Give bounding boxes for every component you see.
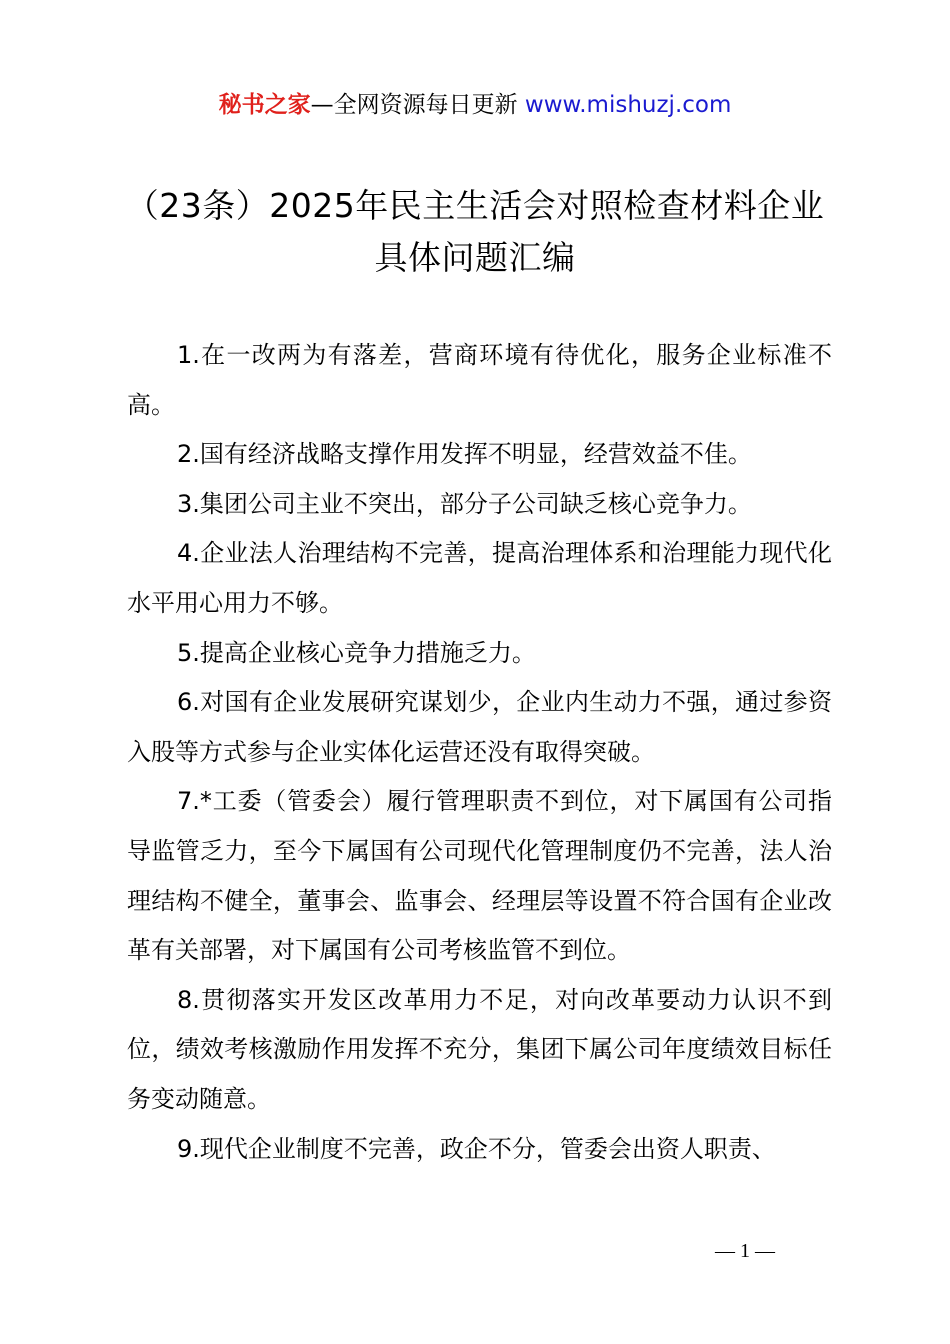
page-number: — 1 — (715, 1240, 775, 1262)
list-item: 1.在一改两为有落差，营商环境有待优化，服务企业标准不高。 (127, 341, 832, 419)
document-title: （23条）2025年民主生活会对照检查材料企业具体问题汇编 (125, 186, 825, 277)
list-item: 3.集团公司主业不突出，部分子公司缺乏核心竞争力。 (177, 489, 752, 518)
list-item: 2.国有经济战略支撑作用发挥不明显，经营效益不佳。 (177, 440, 752, 469)
brand-name: 秘书之家 (218, 92, 311, 118)
list-item: 6.对国有企业发展研究谋划少，企业内生动力不强，通过参资入股等方式参与企业实体化运营还没有取得突破。 (127, 688, 832, 766)
list-item: 8.贯彻落实开发区改革用力不足，对向改革要动力认识不到位，绩效考核激励作用发挥不充分，集团下属公司年度绩效目标任务变动随意。 (127, 985, 832, 1113)
header-dash: — (310, 92, 334, 118)
header-tagline: 全网资源每日更新 (333, 92, 525, 118)
list-item: 9.现代企业制度不完善，政企不分，管委会出资人职责、 (177, 1134, 776, 1163)
site-header (0, 88, 950, 122)
list-item: 4.企业法人治理结构不完善，提高治理体系和治理能力现代化水平用心用力不够。 (127, 539, 832, 617)
document-body (127, 331, 832, 1174)
site-url-link[interactable]: www.mishuzj.com (524, 92, 732, 118)
list-item: 7.*工委（管委会）履行管理职责不到位，对下属国有公司指导监管乏力，至今下属国有公司现代化管理制度仍不完善，法人治理结构不健全，董事会、监事会、经理层等设置不符合国有企业改革有关部署，对下属国有公司考核监管不到位。 (127, 787, 832, 965)
list-item: 5.提高企业核心竞争力措施乏力。 (177, 638, 536, 667)
